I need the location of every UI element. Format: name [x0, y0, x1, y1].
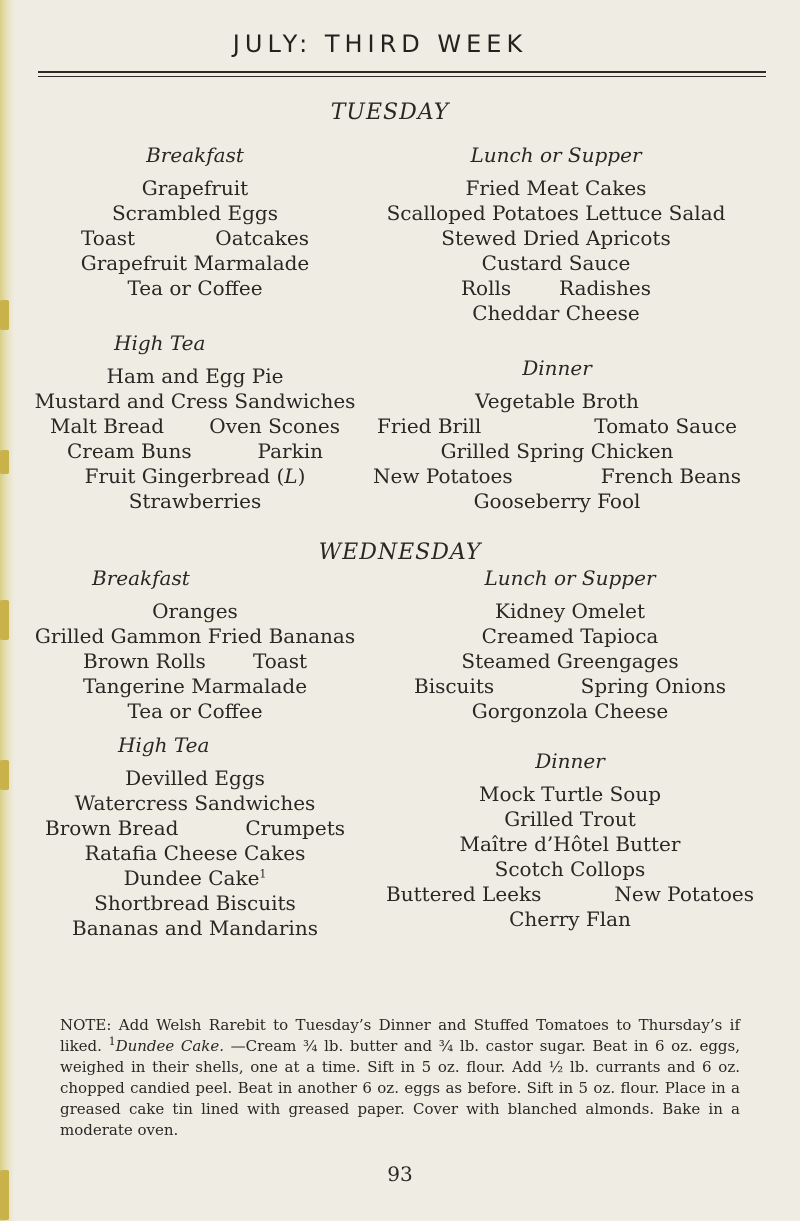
- menu-items: [30, 766, 360, 941]
- menu-item: Brown Bread: [45, 816, 179, 840]
- menu-item: Gooseberry Fool: [473, 489, 641, 513]
- footnote-text: —Cream ¾ lb. butter and ¾ lb. castor sugar. Beat in 6 oz. eggs, weighed in their shells, one at a time. Sift in 5 oz. flour. Add ½ lb. currants and 6 oz. chopped candied peel. Beat in another 6 oz. eggs as before. Sift in 5 oz. flour. Place in a greased cake tin lined with greased paper. Cover with blanched almonds. Bake in a moderate oven.: [60, 1037, 740, 1139]
- menu-item-pair: [50, 414, 340, 439]
- menu-item: Toast: [81, 226, 136, 250]
- menu-item: Brown Rolls: [83, 649, 206, 673]
- menu-item: Stewed Dried Apricots: [441, 226, 671, 250]
- menu-heading: Lunch or Supper: [470, 143, 642, 167]
- menu-items: [40, 176, 350, 301]
- wednesday-dinner: [385, 746, 755, 932]
- menu-heading: High Tea: [118, 733, 210, 757]
- edge-stain-mark: [0, 760, 9, 790]
- day-title-wednesday: WEDNESDAY: [318, 540, 482, 565]
- header-rule-thin: [38, 76, 766, 77]
- menu-item: Mock Turtle Soup: [478, 782, 662, 806]
- menu-items: [400, 599, 740, 724]
- menu-item-pair: [386, 882, 754, 907]
- menu-item: Scalloped Potatoes Lettuce Salad: [386, 201, 726, 225]
- menu-item: [28, 464, 362, 489]
- wednesday-lunch: [400, 563, 740, 724]
- menu-item: Fried Meat Cakes: [465, 176, 647, 200]
- menu-item: Oven Scones: [209, 414, 340, 438]
- menu-item: Grilled Trout: [504, 807, 636, 831]
- menu-item: Toast: [252, 649, 307, 673]
- wednesday-breakfast: [30, 563, 360, 724]
- menu-heading: High Tea: [114, 331, 206, 355]
- menu-item: Vegetable Broth: [475, 389, 639, 413]
- edge-stain-mark: [0, 300, 9, 330]
- menu-item: Strawberries: [128, 489, 262, 513]
- menu-item: Steamed Greengages: [461, 649, 679, 673]
- footnote-ref: 1: [259, 867, 267, 881]
- menu-item: Grapefruit Marmalade: [80, 251, 310, 275]
- menu-item: Mustard and Cress Sandwiches: [34, 389, 356, 413]
- menu-item: Biscuits: [414, 674, 495, 698]
- menu-item: Ham and Egg Pie: [106, 364, 284, 388]
- menu-item: Tangerine Marmalade: [82, 674, 308, 698]
- running-head: JULY: THIRD WEEK: [232, 30, 528, 58]
- page-number: 93: [387, 1162, 413, 1186]
- menu-item: Parkin: [257, 439, 323, 463]
- menu-item: New Potatoes: [614, 882, 754, 906]
- menu-item-pair: [81, 226, 309, 251]
- menu-item: Buttered Leeks: [386, 882, 542, 906]
- tuesday-high-tea: [28, 328, 362, 514]
- menu-item: Cheddar Cheese: [472, 301, 640, 325]
- menu-heading: Dinner: [522, 356, 592, 380]
- wednesday-high-tea: [30, 730, 360, 941]
- menu-item: French Beans: [600, 464, 741, 488]
- menu-heading: Breakfast: [92, 566, 190, 590]
- menu-item: Devilled Eggs: [125, 766, 265, 790]
- menu-items: [360, 176, 752, 326]
- menu-item-pair: [67, 439, 323, 464]
- menu-item: Shortbread Biscuits: [94, 891, 296, 915]
- menu-item: Tea or Coffee: [127, 699, 263, 723]
- menu-item-pair: [83, 649, 307, 674]
- menu-item: Creamed Tapioca: [481, 624, 659, 648]
- menu-item: Scrambled Eggs: [111, 201, 278, 225]
- menu-item-pair: [461, 276, 651, 301]
- menu-item-text: Fruit Gingerbread (: [84, 464, 285, 488]
- tuesday-lunch: [360, 140, 752, 326]
- menu-heading: Lunch or Supper: [484, 566, 656, 590]
- menu-item: Fried Brill: [377, 414, 482, 438]
- menu-heading: Dinner: [535, 749, 605, 773]
- menu-item-pair: [373, 464, 741, 489]
- edge-stain-mark: [0, 450, 9, 474]
- menu-item: Crumpets: [245, 816, 345, 840]
- menu-item: Kidney Omelet: [495, 599, 645, 623]
- footnote-text: NOTE: Add Welsh Rarebit to Tuesday’s Dinner and Stuffed Tomatoes to Thursday’s if liked.: [60, 1016, 740, 1055]
- menu-item: Oranges: [152, 599, 238, 623]
- menu-items: [362, 389, 752, 514]
- menu-item-pair: [377, 414, 737, 439]
- menu-heading: Breakfast: [146, 143, 244, 167]
- menu-item: Maître d’Hôtel Butter: [459, 832, 681, 856]
- menu-item: Gorgonzola Cheese: [471, 699, 669, 723]
- menu-item-pair: [414, 674, 726, 699]
- menu-item-text: ): [297, 464, 306, 488]
- page-edge-stain: [0, 0, 14, 1221]
- menu-item: Rolls: [461, 276, 512, 300]
- header-rule: [38, 71, 766, 73]
- day-title-tuesday: TUESDAY: [330, 100, 450, 125]
- menu-item: Grilled Gammon Fried Bananas: [34, 624, 356, 648]
- menu-item: Malt Bread: [50, 414, 165, 438]
- menu-item: New Potatoes: [373, 464, 513, 488]
- menu-item: Watercress Sandwiches: [74, 791, 316, 815]
- footnote: [60, 1015, 740, 1141]
- menu-item: Custard Sauce: [481, 251, 631, 275]
- menu-items: [28, 364, 362, 514]
- menu-item: Grapefruit: [141, 176, 249, 200]
- menu-item-text: Dundee Cake: [123, 866, 260, 890]
- tuesday-dinner: [362, 353, 752, 514]
- menu-item-pair: [45, 816, 345, 841]
- menu-item: Tomato Sauce: [594, 414, 737, 438]
- menu-item: Tea or Coffee: [127, 276, 263, 300]
- menu-item: Spring Onions: [580, 674, 726, 698]
- menu-item: Scotch Collops: [494, 857, 646, 881]
- menu-item: Cream Buns: [67, 439, 192, 463]
- menu-item: Grilled Spring Chicken: [440, 439, 674, 463]
- menu-item: Ratafia Cheese Cakes: [84, 841, 306, 865]
- tuesday-breakfast: [40, 140, 350, 301]
- menu-item: [30, 866, 360, 891]
- menu-item-letter: L: [284, 464, 298, 488]
- edge-stain-mark: [0, 600, 9, 640]
- menu-item: Bananas and Mandarins: [72, 916, 318, 940]
- menu-item: Radishes: [559, 276, 651, 300]
- menu-items: [385, 782, 755, 932]
- menu-item: Oatcakes: [215, 226, 309, 250]
- footnote-cake-title: Dundee Cake.: [115, 1037, 225, 1055]
- menu-item: Cherry Flan: [509, 907, 631, 931]
- menu-items: [30, 599, 360, 724]
- footnote-ref: 1: [108, 1035, 116, 1048]
